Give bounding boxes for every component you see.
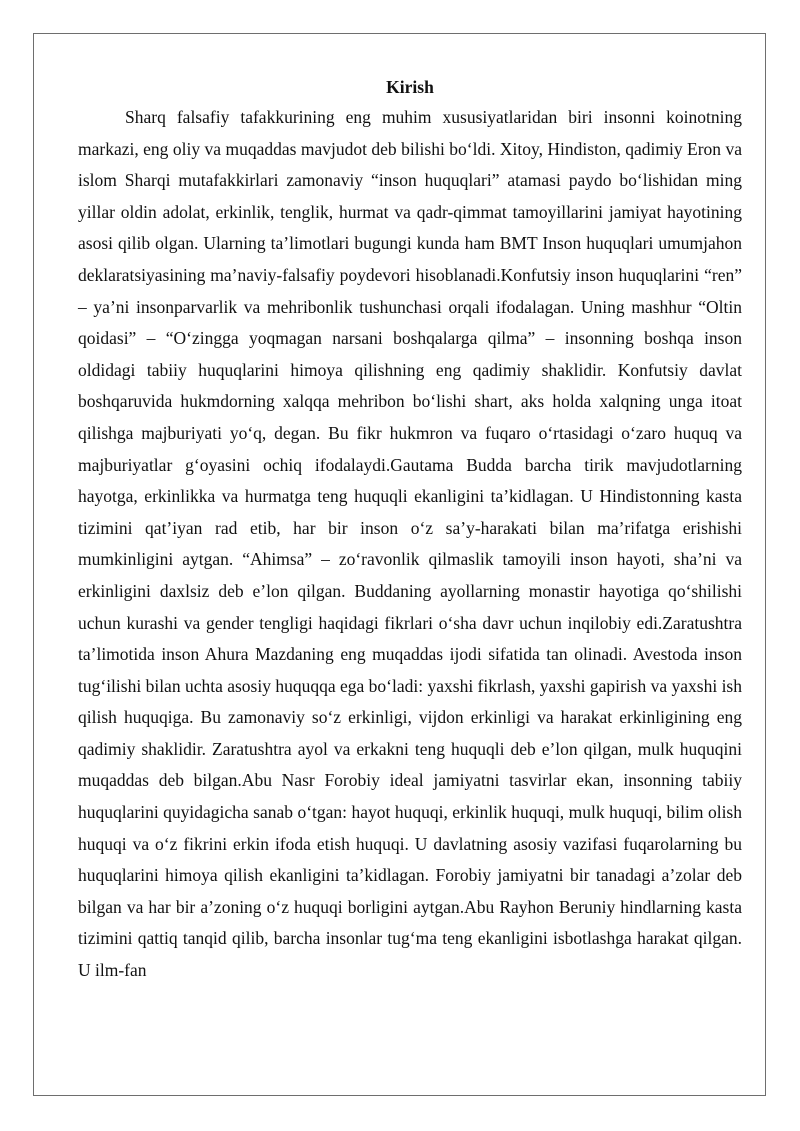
document-content <box>78 72 742 987</box>
body-paragraph: Sharq falsafiy tafakkurining eng muhim xususiyatlaridan biri insonni koinotning markazi, eng oliy va muqaddas mavjudot deb bilishi bo‘ldi. Xitoy, Hindiston, qadimiy Eron va islom Sharqi mutafakkirlari zamonaviy “inson huquqlari” atamasi paydo bo‘lishidan ming yillar oldin adolat, erkinlik, tenglik, hurmat va qadr-qimmat tamoyillarini jamiyat hayotining asosi qilib olgan. Ularning ta’limotlari bugungi kunda ham BMT Inson huquqlari umumjahon deklaratsiyasining ma’naviy-falsafiy poydevori hisoblanadi.Konfutsiy inson huquqlarini “ren” – ya’ni insonparvarlik va mehribonlik tushunchasi orqali ifodalagan. Uning mashhur “Oltin qoidasi” – “O‘zingga yoqmagan narsani boshqalarga qilma” – insonning boshqa inson oldidagi tabiiy huquqlarini himoya qilishning eng qadimiy shaklidir. Konfutsiy davlat boshqaruvida hukmdorning xalqqa mehribon bo‘lishi shart, aks holda xalqning unga itoat qilishga majburiyati yo‘q, degan. Bu fikr hukmron va fuqaro o‘rtasidagi o‘zaro huquq va majburiyatlar g‘oyasini ochiq ifodalaydi.Gautama Budda barcha tirik mavjudotlarning hayotga, erkinlikka va hurmatga teng huquqli ekanligini ta’kidlagan. U Hindistonning kasta tizimini qat’iyan rad etib, har bir inson o‘z sa’y-harakati bilan ma’rifatga erishishi mumkinligini aytgan. “Ahimsa” – zo‘ravonlik qilmaslik tamoyili inson hayoti, sha’ni va erkinligini daxlsiz deb e’lon qilgan. Buddaning ayollarning monastir hayotiga qo‘shilishi uchun kurashi va gender tengligi haqidagi fikrlari o‘sha davr uchun inqilobiy edi.Zaratushtra ta’limotida inson Ahura Mazdaning eng muqaddas ijodi sifatida tan olinadi. Avestoda inson tug‘ilishi bilan uchta asosiy huquqqa ega bo‘ladi: yaxshi fikrlash, yaxshi gapirish va yaxshi ish qilish huquqiga. Bu zamonaviy so‘z erkinligi, vijdon erkinligi va harakat erkinligining eng qadimiy shaklidir. Zaratushtra ayol va erkakni teng huquqli deb e’lon qilgan, mulk huquqini muqaddas deb bilgan.Abu Nasr Forobiy ideal jamiyatni tasvirlar ekan, insonning tabiiy huquqlarini quyidagicha sanab o‘tgan: hayot huquqi, erkinlik huquqi, mulk huquqi, bilim olish huquqi va o‘z fikrini erkin ifoda etish huquqi. U davlatning asosiy vazifasi fuqarolarning bu huquqlarini himoya qilish ekanligini ta’kidlagan. Forobiy jamiyatni bir tanadagi a’zolar deb bilgan va har bir a’zoning o‘z huquqi borligini aytgan.Abu Rayhon Beruniy hindlarning kasta tizimini qattiq tanqid qilib, barcha insonlar tug‘ma teng ekanligini isbotlashga harakat qilgan. U ilm-fan <box>78 107 742 981</box>
document-title: Kirish <box>386 77 434 97</box>
